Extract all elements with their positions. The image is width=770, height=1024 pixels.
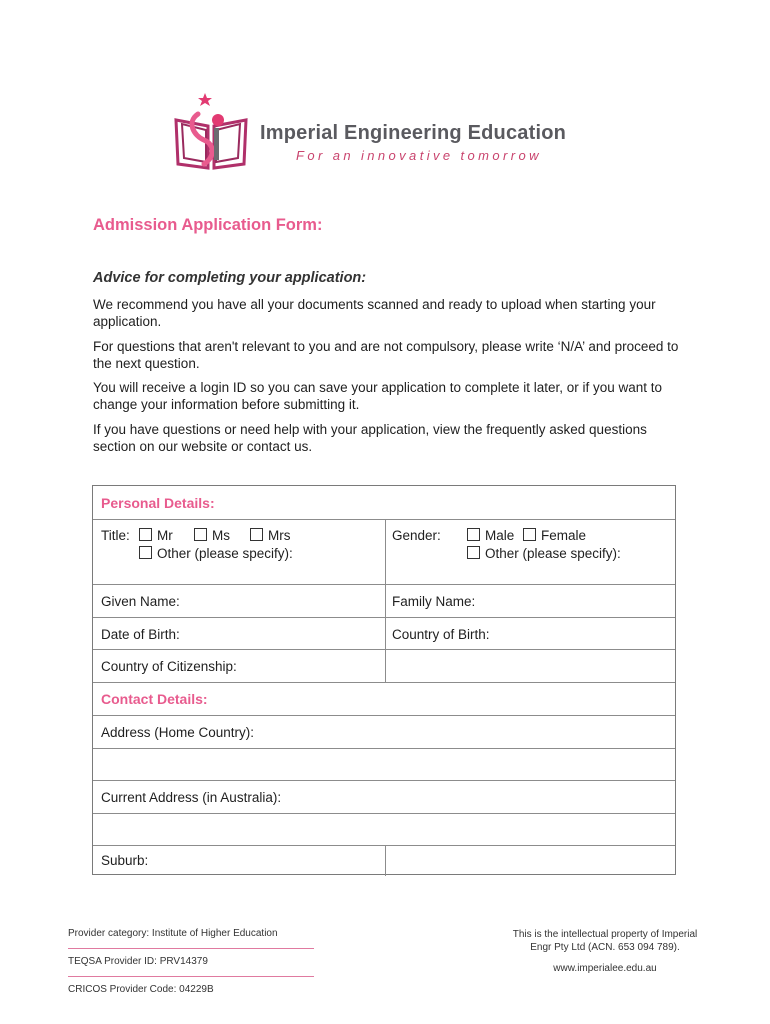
title-option-mr[interactable]: Mr (139, 528, 173, 543)
contact-details-header-row (93, 682, 675, 716)
checkbox[interactable] (467, 528, 480, 541)
teqsa-id: TEQSA Provider ID: PRV14379 (68, 955, 314, 977)
advice-heading: Advice for completing your application: (93, 270, 367, 286)
address-current-field[interactable]: Current Address (in Australia): (101, 790, 282, 805)
title-option-ms[interactable]: Ms (194, 528, 230, 543)
suburb-field[interactable]: Suburb: (101, 853, 149, 868)
citizenship-row (93, 649, 675, 683)
title-label: Title: (101, 528, 130, 543)
advice-paragraph: For questions that aren't relevant to you and are not compulsory, please write ‘N/A’ and proceed to the next question. (93, 339, 679, 371)
title-option-mrs[interactable]: Mrs (250, 528, 291, 543)
website-link[interactable]: www.imperialee.edu.au (553, 963, 657, 974)
birth-row (93, 617, 675, 650)
suburb-row (93, 845, 675, 876)
checkbox[interactable] (250, 528, 263, 541)
family-name-field[interactable]: Family Name: (392, 594, 476, 609)
open-book-star-logo-icon (172, 92, 254, 174)
ip-notice-line: Engr Pty Ltd (ACN. 653 094 789). (530, 942, 680, 953)
checkbox[interactable] (139, 528, 152, 541)
logo (172, 92, 602, 174)
title-option-other[interactable]: Other (please specify): (139, 546, 293, 561)
given-name-field[interactable]: Given Name: (101, 594, 180, 609)
address-home-blank-row[interactable] (93, 748, 675, 781)
address-home-row (93, 715, 675, 749)
gender-label: Gender: (392, 528, 441, 543)
personal-details-header-row (93, 486, 675, 519)
advice-paragraph: If you have questions or need help with your application, view the frequently asked questions section on our website or contact us. (93, 422, 647, 454)
title-gender-row (93, 519, 675, 585)
checkbox[interactable] (194, 528, 207, 541)
cricos-code: CRICOS Provider Code: 04229B (68, 984, 214, 995)
org-name: Imperial Engineering Education (260, 122, 567, 144)
form-title: Admission Application Form: (93, 216, 323, 234)
tagline: For an innovative tomorrow (296, 148, 542, 163)
ip-notice (490, 928, 720, 954)
address-home-field[interactable]: Address (Home Country): (101, 725, 255, 740)
country-of-birth-field[interactable]: Country of Birth: (392, 627, 490, 642)
address-current-row (93, 780, 675, 814)
gender-option-male[interactable]: Male (467, 528, 514, 543)
checkbox[interactable] (467, 546, 480, 559)
footer-provider-info (68, 927, 314, 1010)
name-row (93, 584, 675, 618)
provider-category: Provider category: Institute of Higher Education (68, 927, 314, 949)
personal-details-heading: Personal Details: (101, 495, 215, 511)
address-current-blank-row[interactable] (93, 813, 675, 846)
checkbox[interactable] (139, 546, 152, 559)
date-of-birth-field[interactable]: Date of Birth: (101, 627, 180, 642)
ip-notice-line: This is the intellectual property of Imperial (512, 929, 698, 940)
checkbox[interactable] (523, 528, 536, 541)
country-of-citizenship-field[interactable]: Country of Citizenship: (101, 659, 237, 674)
contact-details-heading: Contact Details: (101, 691, 208, 707)
gender-option-female[interactable]: Female (523, 528, 586, 543)
advice-paragraph: You will receive a login ID so you can save your application to complete it later, or if you want to change your information before submitting it. (93, 380, 663, 412)
gender-option-other[interactable]: Other (please specify): (467, 546, 621, 561)
advice-paragraph: We recommend you have all your documents scanned and ready to upload when starting your application. (93, 297, 656, 329)
application-form-table (92, 485, 676, 875)
